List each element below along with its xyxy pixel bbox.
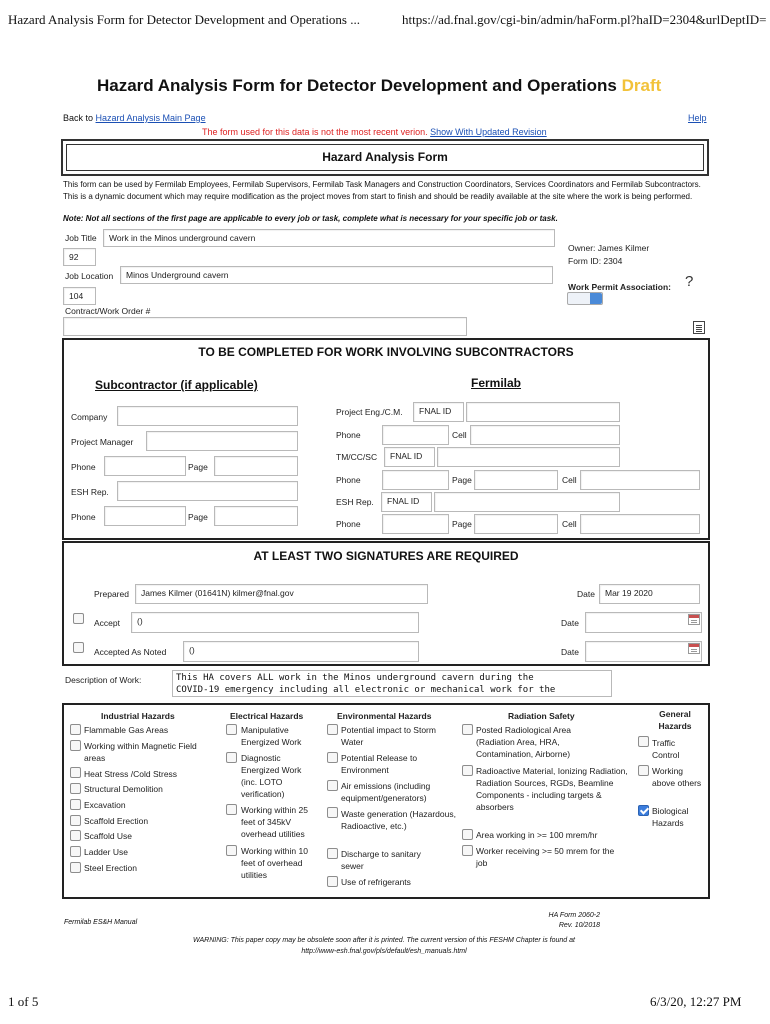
radiation-item: Radioactive Material, Ionizing Radiation, Radiation Sources, RGDs, Beamline Components - including targets & absorbers [476, 766, 628, 812]
general-checkbox[interactable] [638, 736, 649, 747]
electrical-item: Manipulative Energized Work [241, 725, 302, 747]
page-number: 1 of 5 [8, 994, 39, 1009]
notes-icon[interactable] [693, 321, 705, 334]
accepted-noted-date-input[interactable] [585, 641, 702, 662]
form-title: Hazard Analysis Form [66, 144, 704, 171]
prepared-label: Prepared [94, 589, 129, 599]
fermi-cell3-label: Cell [562, 519, 577, 529]
signatures-heading: AT LEAST TWO SIGNATURES ARE REQUIRED [253, 549, 519, 563]
industrial-item: Flammable Gas Areas [84, 725, 169, 735]
work-permit-select[interactable] [567, 292, 603, 305]
revision-notice-text: The form used for this data is not the most recent verion. [202, 127, 428, 137]
sub-phone-input[interactable] [104, 456, 186, 476]
environmental-title: Environmental Hazards [337, 711, 432, 721]
industrial-checkbox[interactable] [70, 767, 81, 778]
fermi-esh-label: ESH Rep. [336, 497, 374, 507]
tmccsc-name[interactable] [437, 447, 620, 467]
environmental-item: Waste generation (Hazardous, Radioactive, etc.) [341, 809, 456, 831]
sub-page-label: Page [188, 462, 208, 472]
radiation-item: Area working in >= 100 mrem/hr [476, 830, 598, 840]
contract-input[interactable] [63, 317, 467, 336]
industrial-checkbox[interactable] [70, 799, 81, 810]
fermilab-heading: Fermilab [471, 376, 522, 390]
accept-checkbox[interactable] [73, 613, 84, 624]
fermi-esh-fnal-id[interactable]: FNAL ID [381, 492, 432, 512]
industrial-checkbox[interactable] [70, 815, 81, 826]
description-label: Description of Work: [65, 675, 142, 685]
industrial-item: Excavation [84, 800, 126, 810]
environmental-hazards-column [325, 708, 460, 898]
environmental-item: Potential impact to Storm Water [341, 725, 436, 747]
project-eng-label: Project Eng./C.M. [336, 407, 403, 417]
footer-manual: Fermilab ES&H Manual [64, 919, 138, 926]
company-label: Company [71, 412, 108, 422]
radiation-safety-column [460, 708, 630, 898]
accept-input[interactable]: () [131, 612, 419, 633]
industrial-item: Structural Demolition [84, 784, 163, 794]
sub-page2-label: Page [188, 512, 208, 522]
sub-phone2-label: Phone [71, 512, 96, 522]
industrial-item: Ladder Use [84, 847, 128, 857]
fermi-page2-label: Page [452, 519, 472, 529]
page-title [97, 76, 661, 96]
job-title-input[interactable]: Work in the Minos underground cavern [103, 229, 555, 247]
accepted-noted-input[interactable]: () [183, 641, 419, 662]
tmccsc-label: TM/CC/SC [336, 452, 378, 462]
back-prefix: Back to [63, 113, 96, 123]
page-title-text: Hazard Analysis Form for Detector Development and Operations [97, 76, 617, 95]
general-checkbox[interactable] [638, 765, 649, 776]
industrial-checkbox[interactable] [70, 830, 81, 841]
electrical-hazards-column [222, 708, 322, 898]
environmental-item: Air emissions (including equipment/generators) [341, 781, 431, 803]
accepted-noted-date-label: Date [561, 647, 579, 657]
description-textarea[interactable] [172, 670, 612, 697]
radiation-title: Radiation Safety [508, 711, 575, 721]
company-input[interactable] [117, 406, 298, 426]
electrical-item: Working within 10 feet of overhead utilities [241, 846, 308, 880]
form-title-box [61, 139, 709, 176]
footer-warning: WARNING: This paper copy may be obsolete soon after it is printed. The current version of this FESHM Chapter is found at [193, 937, 575, 944]
accept-label: Accept [94, 618, 120, 628]
project-manager-input[interactable] [146, 431, 298, 451]
work-permit-label: Work Permit Association: [568, 282, 671, 292]
general-checkbox-checked[interactable] [638, 805, 649, 816]
sub-page2-input[interactable] [214, 506, 298, 526]
industrial-item: Scaffold Erection [84, 816, 149, 826]
electrical-title: Electrical Hazards [230, 711, 304, 721]
fermi-phone2-label: Phone [336, 475, 361, 485]
environmental-checkbox[interactable] [327, 780, 338, 791]
back-link-row [63, 113, 206, 123]
environmental-checkbox[interactable] [327, 752, 338, 763]
accept-date-input[interactable] [585, 612, 702, 633]
environmental-item: Discharge to sanitary sewer [341, 849, 421, 871]
revision-notice [202, 127, 547, 137]
calendar-icon[interactable] [688, 643, 700, 654]
project-eng-name[interactable] [466, 402, 620, 422]
environmental-item: Potential Release to Environment [341, 753, 418, 775]
job-title-label: Job Title [65, 233, 97, 243]
electrical-checkbox[interactable] [226, 724, 237, 735]
question-icon[interactable]: ? [685, 273, 694, 290]
radiation-checkbox[interactable] [462, 724, 473, 735]
job-location-input[interactable]: Minos Underground cavern [120, 266, 553, 284]
general-hazards-column [636, 708, 708, 898]
environmental-item: Use of refrigerants [341, 877, 411, 887]
fermi-cell3-input[interactable] [580, 514, 700, 534]
accept-date-label: Date [561, 618, 579, 628]
sub-esh-label: ESH Rep. [71, 487, 109, 497]
sub-phone-label: Phone [71, 462, 96, 472]
contract-label: Contract/Work Order # [65, 306, 151, 316]
general-item: Traffic Control [652, 738, 680, 760]
chevron-down-icon [590, 293, 602, 304]
fermi-phone-label: Phone [336, 430, 361, 440]
fermi-esh-name[interactable] [434, 492, 620, 512]
radiation-checkbox[interactable] [462, 845, 473, 856]
industrial-checkbox[interactable] [70, 724, 81, 735]
fermi-phone2-input[interactable] [382, 470, 449, 490]
project-manager-label: Project Manager [71, 437, 134, 447]
electrical-checkbox[interactable] [226, 804, 237, 815]
electrical-item: Working within 25 feet of 345kV overhead utilities [241, 805, 308, 839]
industrial-checkbox[interactable] [70, 846, 81, 857]
draft-label: Draft [621, 76, 662, 95]
print-header-title: Hazard Analysis Form for Detector Development and Operations ... [8, 12, 360, 27]
radiation-checkbox[interactable] [462, 765, 473, 776]
prepared-input[interactable]: James Kilmer (01641N) kilmer@fnal.gov [135, 584, 428, 604]
calendar-icon[interactable] [688, 614, 700, 625]
form-id-text: Form ID: 2304 [568, 256, 623, 266]
subcontractor-subheading: Subcontractor (if applicable) [95, 378, 258, 392]
industrial-checkbox[interactable] [70, 862, 81, 873]
footer-ha-form: HA Form 2060-2 [548, 912, 600, 919]
radiation-item: Worker receiving >= 50 mrem for the job [476, 846, 615, 868]
industrial-title: Industrial Hazards [101, 711, 175, 721]
updated-revision-link[interactable]: Show With Updated Revision [430, 127, 547, 137]
subcontractor-heading: TO BE COMPLETED FOR WORK INVOLVING SUBCONTRACTORS [198, 345, 574, 359]
sub-esh-input[interactable] [117, 481, 298, 501]
industrial-item: Working within Magnetic Field areas [84, 741, 197, 763]
description-line-2: COVID-19 emergency including all electronic or mechanical work for the [176, 685, 556, 695]
environmental-checkbox[interactable] [327, 724, 338, 735]
radiation-item: Posted Radiological Area (Radiation Area, HRA, Contamination, Airborne) [476, 725, 571, 759]
sub-phone2-input[interactable] [104, 506, 186, 526]
sub-page-input[interactable] [214, 456, 298, 476]
industrial-checkbox[interactable] [70, 783, 81, 794]
fermi-cell-label: Cell [452, 430, 467, 440]
job-location-label: Job Location [65, 271, 114, 281]
footer-rev: Rev. 10/2018 [558, 922, 600, 929]
print-timestamp: 6/3/20, 12:27 PM [650, 994, 742, 1009]
fermi-cell2-input[interactable] [580, 470, 700, 490]
industrial-item: Steel Erection [84, 863, 137, 873]
owner-text: Owner: James Kilmer [568, 243, 650, 253]
main-page-link[interactable]: Hazard Analysis Main Page [95, 113, 206, 123]
fermi-page-input[interactable] [474, 470, 558, 490]
fermi-phone3-label: Phone [336, 519, 361, 529]
fermi-cell-input[interactable] [470, 425, 620, 445]
prepared-date-input[interactable]: Mar 19 2020 [599, 584, 700, 604]
environmental-checkbox[interactable] [327, 876, 338, 887]
intro-text: This form can be used by Fermilab Employees, Fermilab Supervisors, Fermilab Task Managers and Construction Coordinators, Services Coordinators and Fermilab Subcontractors. This is a dynamic document which may require modification as the project moves from start to finish and should be readily available at the site where the work is being performed. [63, 180, 701, 201]
radiation-checkbox[interactable] [462, 829, 473, 840]
fermi-page2-input[interactable] [474, 514, 558, 534]
electrical-checkbox[interactable] [226, 845, 237, 856]
industrial-item: Scaffold Use [84, 831, 133, 841]
intro-note: Note: Not all sections of the first page are applicable to every job or task, complete what is necessary for your specific job or task. [63, 214, 558, 223]
general-item: Biological Hazards [652, 806, 689, 828]
help-link[interactable]: Help [688, 113, 707, 123]
footer-url: http://www-esh.fnal.gov/pls/default/esh_manuals.html [301, 948, 467, 955]
general-item: Working above others [652, 766, 702, 788]
environmental-checkbox[interactable] [327, 807, 338, 818]
general-title: General Hazards [658, 709, 692, 731]
fermi-page-label: Page [452, 475, 472, 485]
project-eng-fnal-id[interactable]: FNAL ID [413, 402, 464, 422]
description-line-1: This HA covers ALL work in the Minos underground cavern during the [176, 673, 534, 683]
industrial-hazards-column [66, 708, 216, 898]
print-header-url: https://ad.fnal.gov/cgi-bin/admin/haForm.pl?haID=2304&urlDeptID= [402, 12, 767, 27]
job-title-count[interactable]: 92 [63, 248, 96, 266]
environmental-checkbox[interactable] [327, 848, 338, 859]
industrial-item: Heat Stress /Cold Stress [84, 769, 178, 779]
prepared-date-label: Date [577, 589, 595, 599]
accepted-noted-label: Accepted As Noted [94, 647, 167, 657]
electrical-item: Diagnostic Energized Work (inc. LOTO verification) [241, 753, 302, 799]
accepted-noted-checkbox[interactable] [73, 642, 84, 653]
fermi-cell2-label: Cell [562, 475, 577, 485]
job-location-count[interactable]: 104 [63, 287, 96, 305]
tmccsc-fnal-id[interactable]: FNAL ID [384, 447, 435, 467]
electrical-checkbox[interactable] [226, 752, 237, 763]
fermi-phone-input[interactable] [382, 425, 449, 445]
industrial-checkbox[interactable] [70, 740, 81, 751]
fermi-phone3-input[interactable] [382, 514, 449, 534]
